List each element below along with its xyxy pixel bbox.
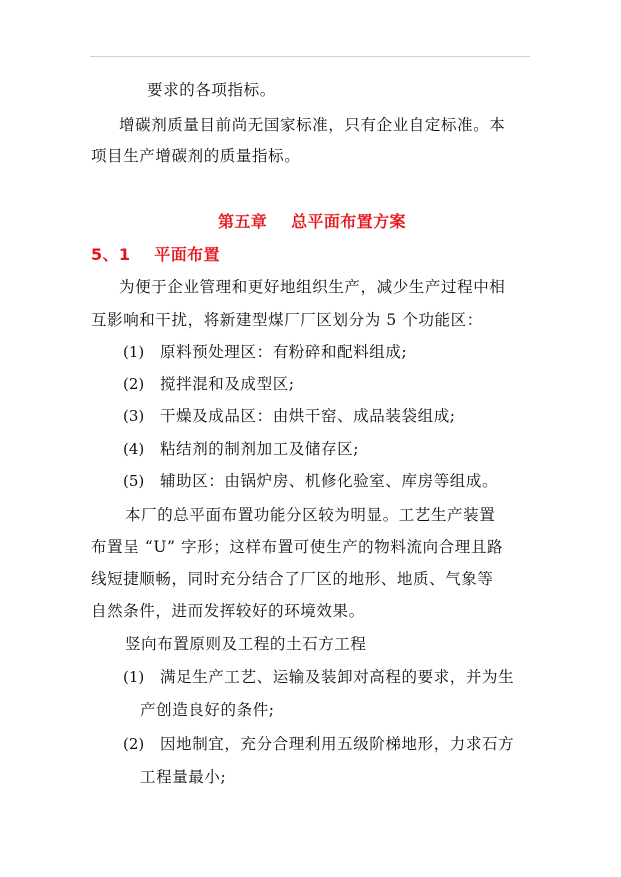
zone-text: 粘结剂的制剂加工及储存区; xyxy=(160,440,360,458)
zone-text: 原料预处理区：有粉碎和配料组成; xyxy=(160,343,408,361)
intro-paragraph-line-1: 为便于企业管理和更好地组织生产，减少生产过程中相 xyxy=(119,278,506,296)
vertical-item-text-line-2: 产创造良好的条件; xyxy=(140,701,275,719)
vertical-item-text-line-1: 因地制宜，充分合理利用五级阶梯地形，力求石方 xyxy=(160,735,515,753)
chapter-title: 第五章 总平面布置方案 xyxy=(218,212,406,231)
intro-paragraph-line-2: 互影响和干扰，将新建型煤厂厂区划分为 5 个功能区： xyxy=(91,311,483,329)
zone-number: (4) xyxy=(123,440,145,458)
quality-paragraph-line-1: 增碳剂质量目前尚无国家标准，只有企业自定标准。本 xyxy=(119,116,506,134)
zone-text: 干燥及成品区：由烘干窑、成品装袋组成; xyxy=(160,407,456,425)
zone-number: (3) xyxy=(123,407,145,425)
layout-paragraph-line-3: 线短捷顺畅，同时充分结合了厂区的地形、地质、气象等 xyxy=(91,570,494,588)
zone-number: (1) xyxy=(123,343,145,361)
vertical-item-number: (2) xyxy=(123,735,145,753)
vertical-item-text-line-1: 满足生产工艺、运输及装卸对高程的要求，并为生 xyxy=(160,668,515,686)
prev-paragraph-line: 要求的各项指标。 xyxy=(147,81,276,99)
section-title: 5、1 平面布置 xyxy=(91,245,220,264)
zone-text: 搅拌混和及成型区; xyxy=(160,375,295,393)
vertical-item-text-line-2: 工程量最小; xyxy=(140,768,227,786)
quality-paragraph-line-2: 项目生产增碳剂的质量指标。 xyxy=(91,147,301,165)
zone-number: (5) xyxy=(123,472,145,490)
header-rule xyxy=(90,56,530,57)
zone-text: 辅助区：由锅炉房、机修化验室、库房等组成。 xyxy=(160,472,499,490)
zone-number: (2) xyxy=(123,375,145,393)
layout-paragraph-line-1: 本厂的总平面布置功能分区较为明显。工艺生产装置 xyxy=(125,506,496,524)
vertical-item-number: (1) xyxy=(123,668,145,686)
layout-paragraph-line-4: 自然条件，进而发挥较好的环境效果。 xyxy=(91,602,365,620)
vertical-layout-title: 竖向布置原则及工程的土石方工程 xyxy=(125,635,367,653)
layout-paragraph-line-2: 布置呈 “U” 字形；这样布置可使生产的物料流向合理且路 xyxy=(91,538,504,556)
